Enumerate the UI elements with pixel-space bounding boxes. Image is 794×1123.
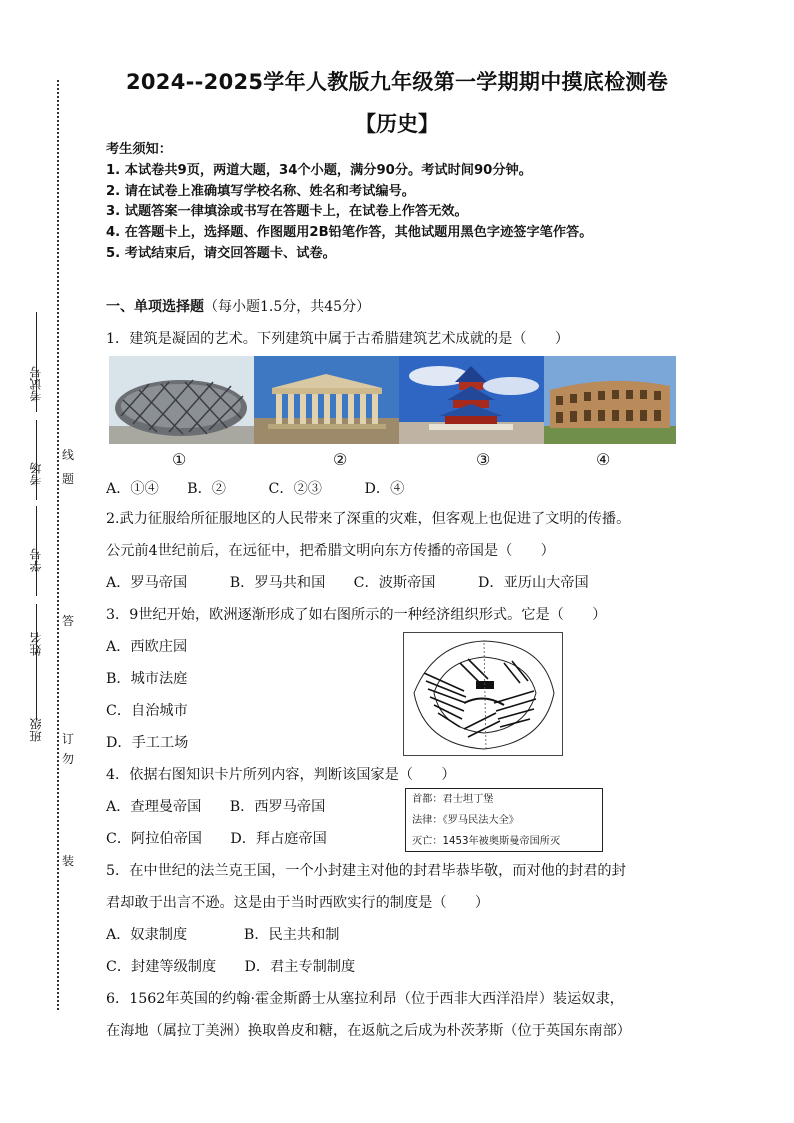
card-line: 灭亡：1453年被奥斯曼帝国所灭: [412, 836, 561, 847]
seal-word: 装: [62, 854, 75, 868]
manor-map-image: [403, 632, 563, 756]
notice-item: 1. 本试卷共9页，两道大题，34个小题，满分90分。考试时间90分钟。: [106, 162, 532, 178]
seal-word: 答: [62, 614, 75, 628]
colosseum-image: [544, 356, 689, 444]
temple-of-heaven-image: [399, 356, 544, 444]
q3-option-d: D．手工工场: [106, 735, 189, 751]
q3-stem: 3．9世纪开始，欧洲逐渐形成了如右图所示的一种经济组织形式。它是（ ）: [106, 607, 607, 623]
parthenon-image: [254, 356, 399, 444]
binding-dotted-line: [57, 80, 59, 1010]
q2-stem-line1: 2.武力征服给所征服地区的人民带来了深重的灾难，但客观上也促进了文明的传播。: [106, 511, 631, 527]
birds-nest-stadium-image: [109, 356, 254, 444]
notice-heading: 考生须知：: [106, 142, 172, 157]
q6-line2: 在海地（属拉丁美洲）换取兽皮和糖，在返航之后成为朴茨茅斯（位于英国东南部）: [106, 1023, 631, 1039]
field-line-room: [36, 420, 37, 500]
field-name: 姓名: [29, 632, 43, 656]
q4-stem: 4．依据右图知识卡片所列内容，判断该国家是（ ）: [106, 767, 456, 783]
exam-title: 2024--2025学年人教版九年级第一学期期中摸底检测卷: [125, 70, 669, 94]
field-line-class: [36, 700, 37, 720]
q1-label: ③: [476, 450, 491, 469]
q4-options-row2: C．阿拉伯帝国 D．拜占庭帝国: [106, 831, 327, 847]
q1-options: A．①④ B．② C．②③ D．④: [106, 481, 405, 497]
q1-label: ④: [596, 450, 611, 469]
notice-item: 2. 请在试卷上准确填写学校名称、姓名和考试编号。: [106, 183, 415, 199]
section-heading: [106, 296, 370, 316]
notice-item: 4. 在答题卡上，选择题、作图题用2B铅笔作答，其他试题用黑色字迹签字笔作答。: [106, 225, 593, 241]
q1-images: [109, 356, 689, 444]
field-class: 班级: [29, 718, 43, 742]
q3-option-a: A．西欧庄园: [106, 639, 188, 655]
notice-item: 5. 考试结束后，请交回答题卡、试卷。: [106, 245, 336, 261]
q3-option-c: C．自治城市: [106, 703, 188, 719]
q2-stem-line2: 公元前4世纪前后，在远征中，把希腊文明向东方传播的帝国是（ ）: [106, 543, 555, 559]
q6-line1: 6．1562年英国的约翰·霍金斯爵士从塞拉利昂（位于西非大西洋沿岸）装运奴隶，: [106, 991, 624, 1007]
field-exam-room: 考场: [29, 462, 43, 486]
exam-notice: [106, 140, 766, 265]
q5-stem-line1: 5．在中世纪的法兰克王国，一个小封建主对他的封君毕恭毕敬，而对他的封君的封: [106, 863, 626, 879]
card-line: 首都：君士坦丁堡: [412, 794, 494, 805]
section-note: （每小题1.5分，共45分）: [204, 299, 371, 315]
q5-stem-line2: 君却敢于出言不逊。这是由于当时西欧实行的制度是（ ）: [106, 895, 490, 911]
q1-label: ①: [172, 450, 187, 469]
seal-word: 题: [62, 472, 75, 486]
q1-label: ②: [333, 450, 348, 469]
exam-subject: 【历史】: [355, 112, 439, 136]
knowledge-card: [405, 788, 603, 852]
seal-word: 勿: [62, 752, 75, 766]
q4-options-row1: A．查理曼帝国 B．西罗马帝国: [106, 799, 326, 815]
seal-word: 订: [62, 732, 75, 746]
q5-options-row1: A．奴隶制度 B．民主共和制: [106, 927, 340, 943]
seal-word: 线: [62, 448, 75, 462]
field-student-id: 学号: [29, 548, 43, 572]
q2-options: A．罗马帝国 B．罗马共和国 C．波斯帝国 D．亚历山大帝国: [106, 575, 589, 591]
notice-item: 3. 试题答案一律填涂或书写在答题卡上，在试卷上作答无效。: [106, 204, 468, 220]
card-line: 法律：《罗马民法大全》: [412, 815, 519, 826]
q1-stem: 1．建筑是凝固的艺术。下列建筑中属于古希腊建筑艺术成就的是（ ）: [106, 331, 570, 347]
q5-options-row2: C．封建等级制度 D．君主专制制度: [106, 959, 356, 975]
field-exam-number: 考试号: [29, 366, 43, 402]
q3-option-b: B．城市法庭: [106, 671, 188, 687]
section-title: 一、单项选择题: [106, 299, 204, 315]
